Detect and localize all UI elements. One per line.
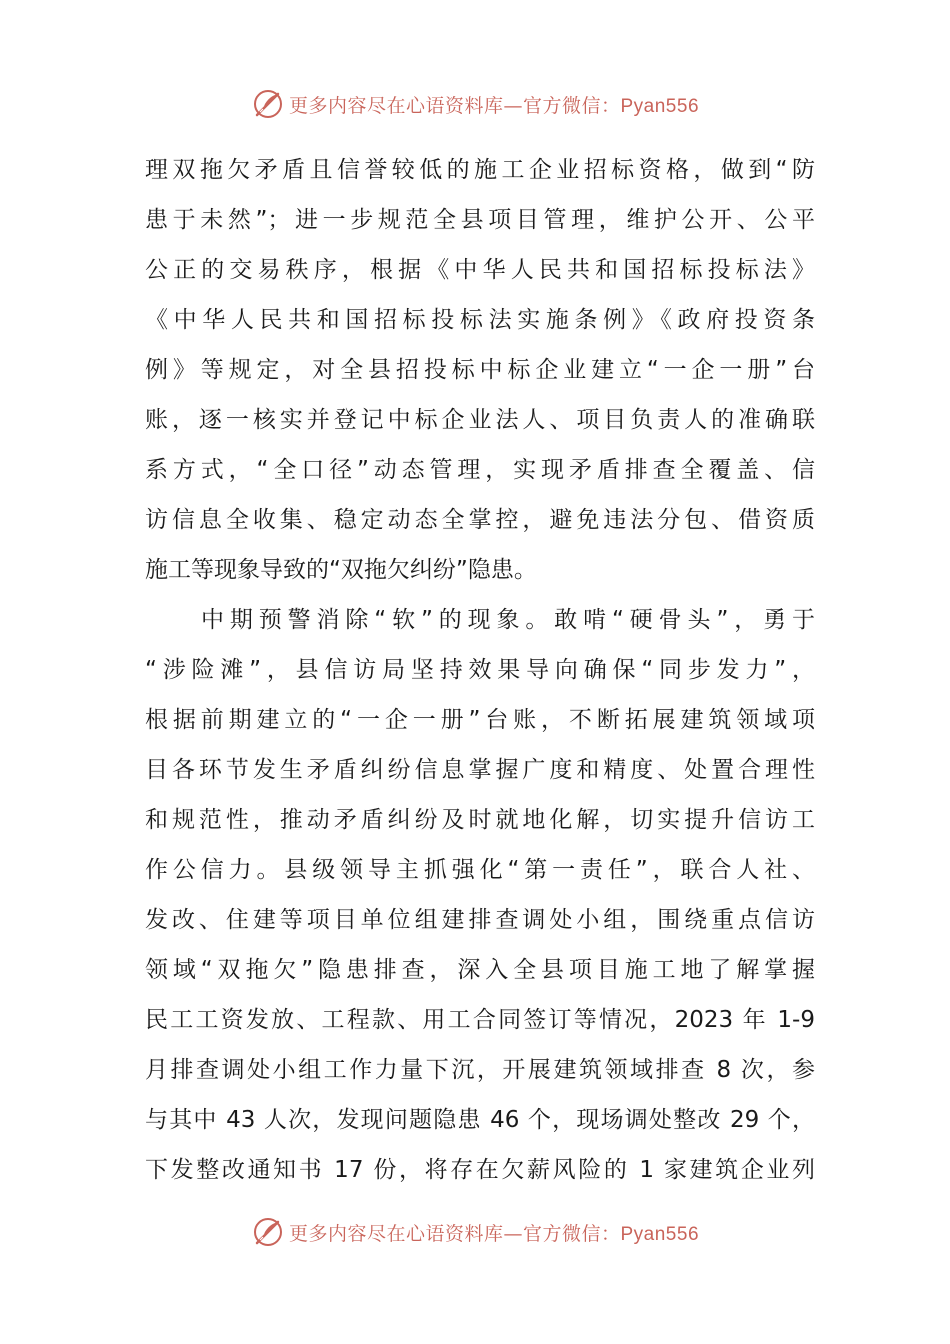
text-line: 施工等现象导致的“双拖欠纠纷”隐患。: [145, 557, 537, 583]
text-line: “涉险滩”，县信访局坚持效果导向确保“同步发力”，: [145, 657, 815, 683]
text-line: 与其中 43 人次，发现问题隐患 46 个，现场调处整改 29 个，: [145, 1107, 815, 1133]
text-line: 患于未然”；进一步规范全县项目管理，维护公开、公平: [145, 207, 815, 233]
text-line: 账，逐一核实并登记中标企业法人、项目负责人的准确联: [145, 407, 815, 433]
text-line: 《中华人民共和国招标投标法实施条例》《政府投资条: [145, 307, 815, 333]
paragraph-start-line: 中期预警消除“软”的现象。敢啃“硬骨头”，勇于: [201, 607, 815, 633]
quill-logo-icon: [251, 1215, 285, 1249]
text-line: 月排查调处小组工作力量下沉，开展建筑领域排查 8 次，参: [145, 1057, 815, 1083]
text-line: 目各环节发生矛盾纠纷信息掌握广度和精度、处置合理性: [145, 757, 815, 783]
text-line: 例》等规定，对全县招投标中标企业建立“一企一册”台: [145, 357, 815, 383]
text-line: 领域“双拖欠”隐患排查，深入全县项目施工地了解掌握: [145, 957, 815, 983]
document-body: [145, 145, 815, 1195]
text-line: 下发整改通知书 17 份，将存在欠薪风险的 1 家建筑企业列: [145, 1157, 815, 1183]
text-line: 理双拖欠矛盾且信誉较低的施工企业招标资格，做到“防: [145, 157, 815, 183]
header-text: 更多内容尽在心语资料库—官方微信：Pyan556: [288, 94, 700, 117]
text-line: 根据前期建立的“一企一册”台账，不断拓展建筑领域项: [145, 707, 815, 733]
text-line: 系方式，“全口径”动态管理，实现矛盾排查全覆盖、信: [145, 457, 815, 483]
quill-logo-icon: [251, 87, 285, 121]
text-line: 和规范性，推动矛盾纠纷及时就地化解，切实提升信访工: [145, 807, 815, 833]
text-line: 民工工资发放、工程款、用工合同签订等情况，2023 年 1-9: [145, 1007, 815, 1033]
footer-text: 更多内容尽在心语资料库—官方微信：Pyan556: [288, 1222, 700, 1245]
text-line: 公正的交易秩序，根据《中华人民共和国招标投标法》: [145, 257, 815, 283]
text-line: 作公信力。县级领导主抓强化“第一责任”，联合人社、: [145, 857, 815, 883]
footer-banner: [0, 1212, 950, 1252]
text-line: 访信息全收集、稳定动态全掌控，避免违法分包、借资质: [145, 507, 815, 533]
text-line: 发改、住建等项目单位组建排查调处小组，围绕重点信访: [145, 907, 815, 933]
header-banner: [0, 84, 950, 124]
